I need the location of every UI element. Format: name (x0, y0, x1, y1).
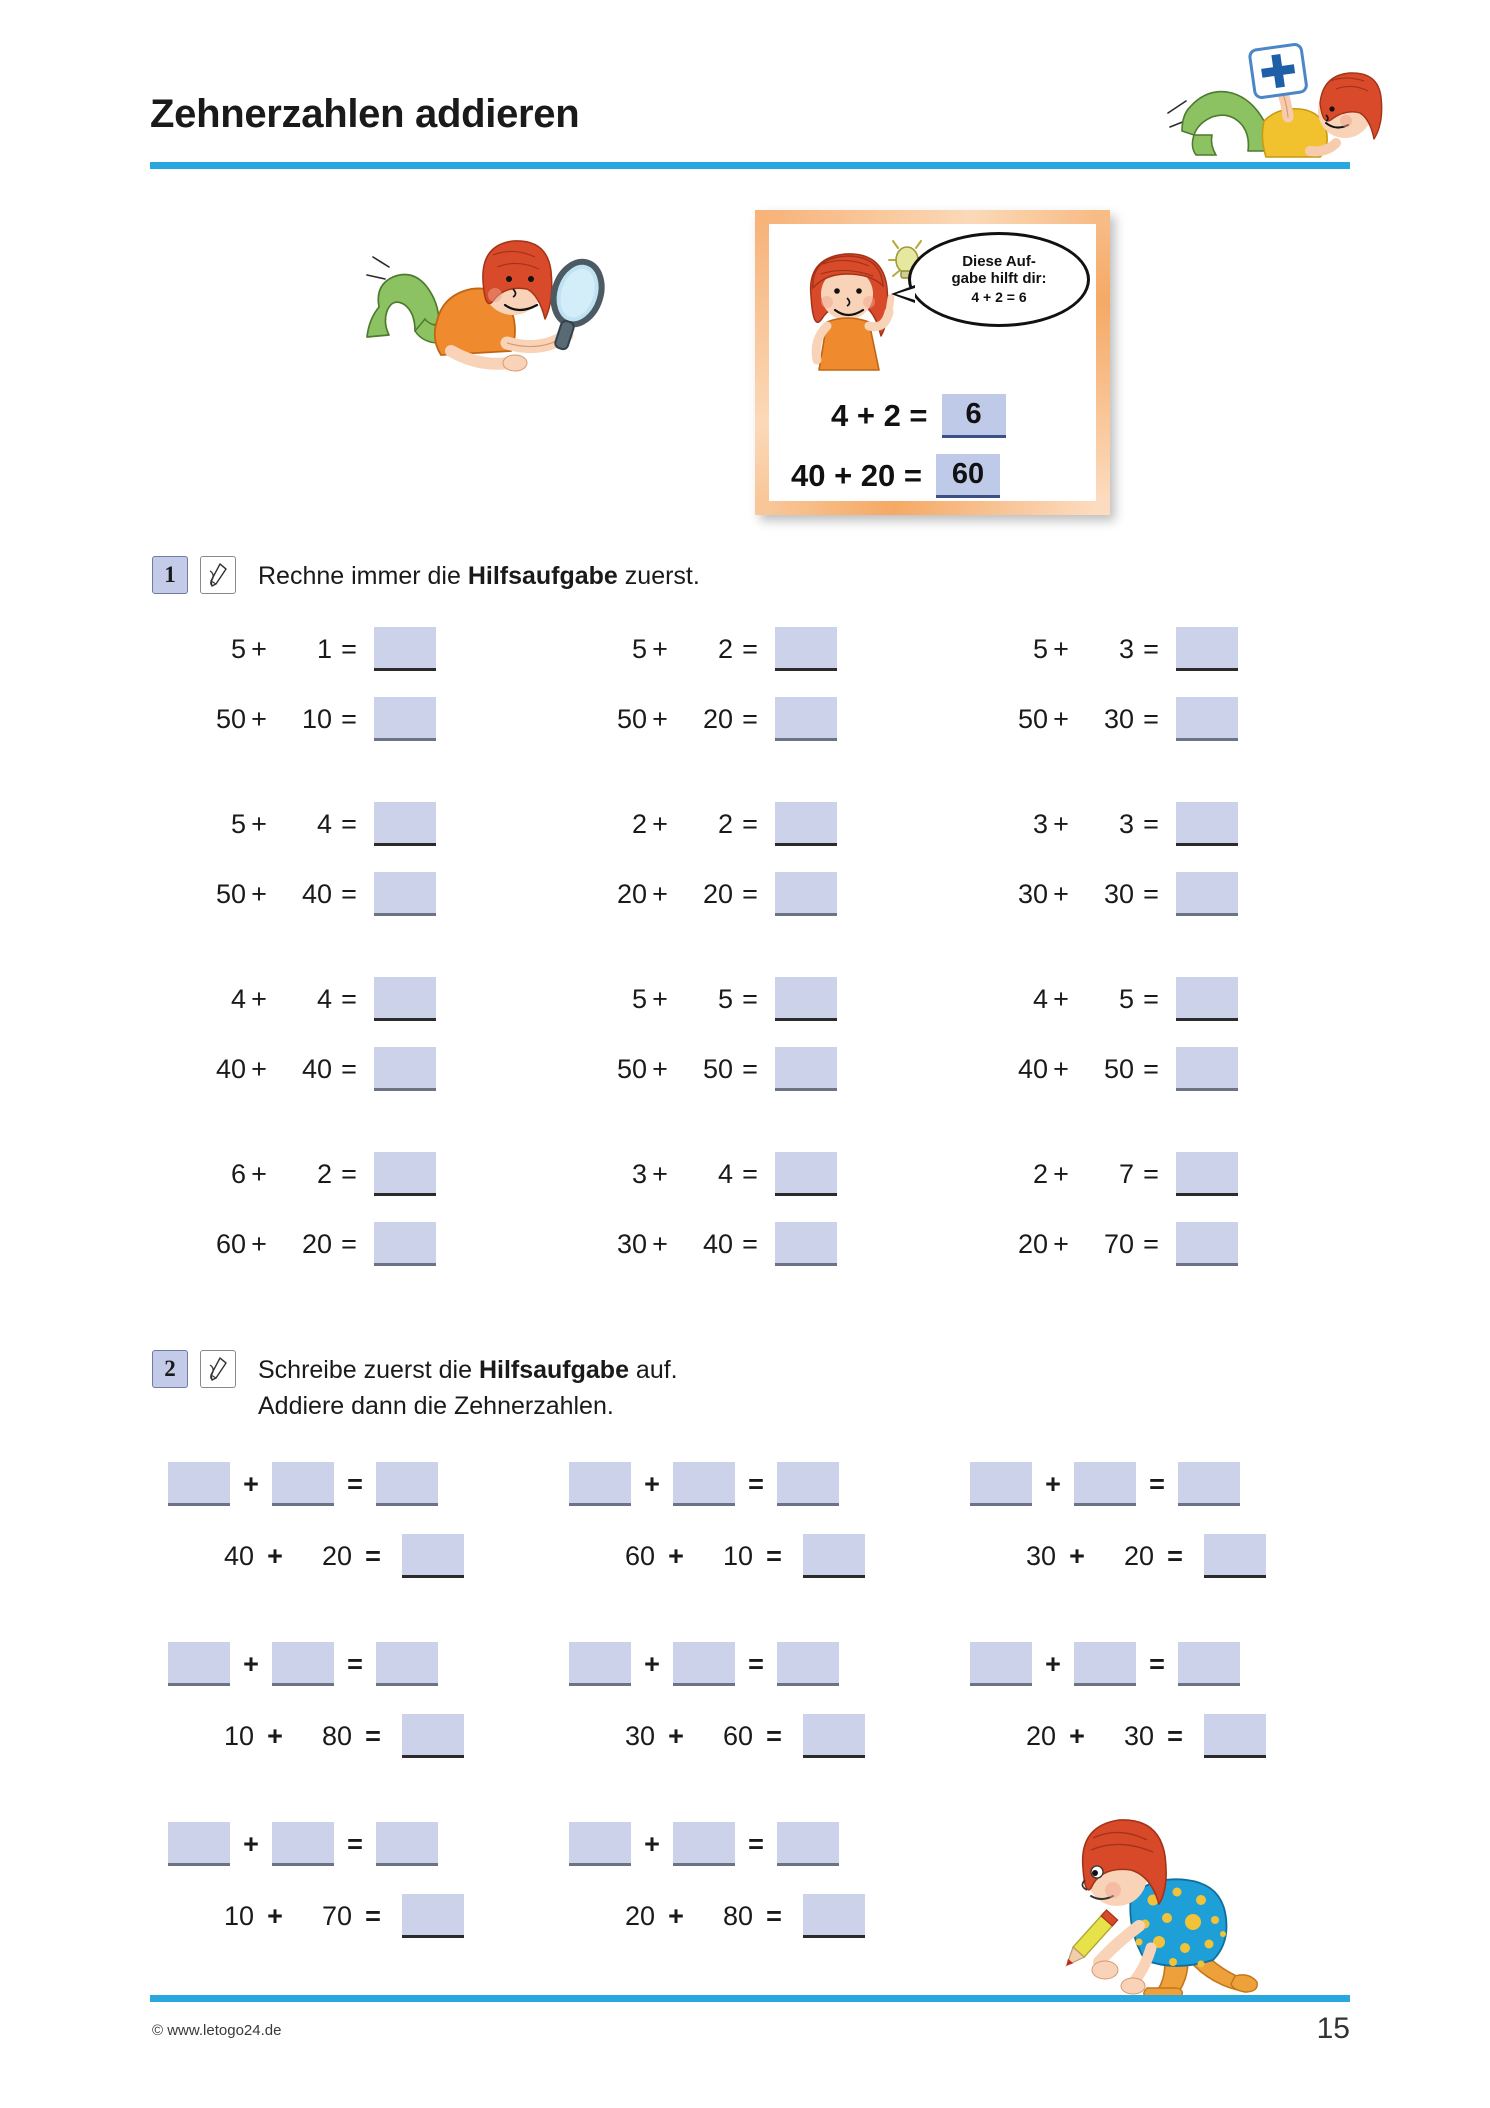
blank-box-b[interactable] (673, 1642, 735, 1686)
main-equation (551, 1215, 952, 1273)
helper-equation (150, 620, 551, 678)
equals-sign: = (748, 1828, 764, 1859)
answer-box[interactable] (402, 1534, 464, 1578)
equals-sign: = (1143, 633, 1159, 664)
answer-box[interactable] (1176, 627, 1238, 671)
main-equation (952, 1040, 1353, 1098)
operand-a: 2 (1032, 1158, 1048, 1189)
operand-b: 4 (316, 983, 332, 1014)
answer-box[interactable] (803, 1894, 865, 1938)
equals-sign: = (748, 1648, 764, 1679)
operand-a: 20 (1017, 1228, 1048, 1259)
plus-sign: + (1053, 1158, 1069, 1189)
operand-b: 2 (717, 633, 733, 664)
girl-with-magnifier-illustration (355, 215, 645, 405)
operand-a: 5 (1032, 633, 1048, 664)
equals-sign: = (1143, 878, 1159, 909)
equals-sign: = (341, 808, 357, 839)
plus-sign: + (251, 983, 267, 1014)
plus-sign: + (1053, 808, 1069, 839)
blank-box-b[interactable] (272, 1462, 334, 1506)
example-box (755, 210, 1110, 515)
operand-b: 20 (301, 1228, 332, 1259)
blank-box-a[interactable] (569, 1462, 631, 1506)
plus-sign: + (644, 1468, 660, 1499)
answer-box[interactable] (775, 627, 837, 671)
equals-sign: = (341, 983, 357, 1014)
task-2-instruction: Schreibe zuerst die Hilfsaufgabe auf. Addiere dann die Zehnerzahlen. (258, 1356, 678, 1420)
operand-a: 20 (624, 1900, 655, 1931)
plus-sign: + (251, 1158, 267, 1189)
operand-b: 1 (316, 633, 332, 664)
operand-a: 40 (215, 1053, 246, 1084)
answer-box[interactable] (775, 872, 837, 916)
helper-equation (952, 1145, 1353, 1203)
answer-box[interactable] (1176, 1152, 1238, 1196)
plus-sign: + (251, 703, 267, 734)
operand-b: 30 (1123, 1720, 1154, 1751)
plus-sign: + (251, 633, 267, 664)
plus-sign: + (652, 878, 668, 909)
exercise-row (150, 1455, 1355, 1635)
exercise-cell (952, 1455, 1353, 1635)
equals-sign: = (365, 1540, 381, 1571)
operand-a: 50 (215, 878, 246, 909)
equals-sign: = (1149, 1648, 1165, 1679)
equals-sign: = (341, 878, 357, 909)
blank-box-result[interactable] (376, 1642, 438, 1686)
pencil-icon (200, 1350, 236, 1388)
equals-sign: = (742, 878, 758, 909)
equals-sign: = (742, 1158, 758, 1189)
exercise-cell (150, 1455, 551, 1635)
answer-box[interactable] (775, 697, 837, 741)
task-1-instruction: Rechne immer die Hilfsaufgabe zuerst. (258, 562, 700, 590)
bubble-tail (891, 285, 915, 303)
blank-box-result[interactable] (1178, 1462, 1240, 1506)
plus-sign: + (243, 1828, 259, 1859)
page-number: 15 (1316, 2012, 1350, 2045)
plus-sign: + (1053, 703, 1069, 734)
main-equation (150, 690, 551, 748)
plus-sign: + (267, 1900, 283, 1931)
exercise-row (150, 620, 1355, 795)
helper-equation (551, 1145, 952, 1203)
blank-box-result[interactable] (777, 1642, 839, 1686)
equals-sign: = (742, 703, 758, 734)
plus-sign: + (668, 1900, 684, 1931)
equals-sign: = (1143, 983, 1159, 1014)
operand-b: 2 (717, 808, 733, 839)
blank-box-b[interactable] (673, 1822, 735, 1866)
example-equation-row (831, 394, 1006, 438)
equals-sign: = (1143, 1158, 1159, 1189)
helper-equation (150, 970, 551, 1028)
operand-a: 5 (230, 808, 246, 839)
answer-box[interactable] (803, 1714, 865, 1758)
example-expression: 4 + 2 = (831, 398, 928, 433)
plus-sign: + (1045, 1468, 1061, 1499)
helper-equation (952, 620, 1353, 678)
answer-box[interactable] (803, 1534, 865, 1578)
helper-equation-blank (150, 1815, 551, 1873)
plus-sign: + (1045, 1648, 1061, 1679)
equals-sign: = (1143, 1228, 1159, 1259)
task-number-badge: 1 (152, 556, 188, 594)
blank-box-result[interactable] (376, 1462, 438, 1506)
helper-equation-blank (952, 1635, 1353, 1693)
helper-equation (150, 1145, 551, 1203)
operand-a: 40 (1017, 1053, 1048, 1084)
equals-sign: = (341, 633, 357, 664)
operand-b: 50 (1103, 1053, 1134, 1084)
blank-box-a[interactable] (569, 1642, 631, 1686)
task-1-exercises (150, 620, 1355, 1320)
equals-sign: = (341, 1053, 357, 1084)
operand-b: 80 (321, 1720, 352, 1751)
operand-b: 10 (722, 1540, 753, 1571)
helper-equation-blank (150, 1455, 551, 1513)
main-equation (551, 1527, 952, 1585)
operand-a: 30 (1017, 878, 1048, 909)
helper-equation (952, 795, 1353, 853)
main-equation (952, 1215, 1353, 1273)
blank-box-result[interactable] (1178, 1642, 1240, 1686)
equals-sign: = (742, 808, 758, 839)
blank-box-b[interactable] (673, 1462, 735, 1506)
plus-sign: + (652, 703, 668, 734)
helper-equation-blank (551, 1455, 952, 1513)
exercise-cell (551, 620, 952, 795)
main-equation (952, 1527, 1353, 1585)
main-equation (150, 1527, 551, 1585)
operand-b: 40 (301, 878, 332, 909)
equals-sign: = (341, 1228, 357, 1259)
blank-box-b[interactable] (1074, 1642, 1136, 1686)
blank-box-a[interactable] (168, 1642, 230, 1686)
operand-b: 30 (1103, 878, 1134, 909)
blank-box-b[interactable] (272, 1822, 334, 1866)
operand-b: 40 (301, 1053, 332, 1084)
equals-sign: = (748, 1468, 764, 1499)
main-equation (150, 1040, 551, 1098)
operand-b: 5 (717, 983, 733, 1014)
equals-sign: = (766, 1720, 782, 1751)
plus-sign: + (652, 983, 668, 1014)
answer-box[interactable] (1176, 697, 1238, 741)
exercise-cell (551, 1815, 952, 1995)
main-equation (551, 690, 952, 748)
plus-sign: + (267, 1720, 283, 1751)
plus-sign: + (1053, 633, 1069, 664)
answer-box[interactable] (1176, 802, 1238, 846)
main-equation (551, 1707, 952, 1765)
operand-a: 60 (624, 1540, 655, 1571)
equals-sign: = (742, 633, 758, 664)
answer-box[interactable] (1176, 1047, 1238, 1091)
plus-sign: + (1053, 878, 1069, 909)
exercise-cell (551, 1635, 952, 1815)
equals-sign: = (766, 1900, 782, 1931)
exercise-cell (150, 970, 551, 1145)
hint-speech-bubble (908, 232, 1090, 327)
equals-sign: = (365, 1900, 381, 1931)
equals-sign: = (742, 983, 758, 1014)
helper-equation-blank (551, 1815, 952, 1873)
answer-box[interactable] (775, 802, 837, 846)
pencil-icon (200, 556, 236, 594)
operand-b: 70 (1103, 1228, 1134, 1259)
child-with-pencil-illustration (1035, 1800, 1325, 2000)
example-expression: 40 + 20 = (791, 458, 923, 493)
operand-a: 3 (631, 1158, 647, 1189)
answer-box[interactable] (775, 1222, 837, 1266)
helper-equation (150, 795, 551, 853)
main-equation (150, 1887, 551, 1945)
exercise-cell (952, 620, 1353, 795)
operand-a: 50 (616, 1053, 647, 1084)
plus-sign: + (1069, 1540, 1085, 1571)
main-equation (551, 865, 952, 923)
operand-a: 60 (215, 1228, 246, 1259)
operand-a: 10 (223, 1900, 254, 1931)
exercise-cell (551, 970, 952, 1145)
main-equation (150, 865, 551, 923)
plus-sign: + (652, 633, 668, 664)
equals-sign: = (347, 1468, 363, 1499)
answer-box[interactable] (1176, 977, 1238, 1021)
equals-sign: = (347, 1648, 363, 1679)
blank-box-a[interactable] (970, 1642, 1032, 1686)
equals-sign: = (1143, 1053, 1159, 1084)
plus-sign: + (251, 878, 267, 909)
operand-b: 70 (321, 1900, 352, 1931)
exercise-cell (551, 1145, 952, 1320)
bubble-line-1: Diese Auf- (962, 252, 1036, 270)
answer-box[interactable] (374, 977, 436, 1021)
main-equation (952, 1707, 1353, 1765)
example-result-box: 60 (936, 454, 1000, 498)
answer-box[interactable] (374, 872, 436, 916)
operand-b: 4 (316, 808, 332, 839)
plus-sign: + (1053, 983, 1069, 1014)
main-equation (551, 1887, 952, 1945)
operand-b: 7 (1118, 1158, 1134, 1189)
operand-a: 10 (223, 1720, 254, 1751)
answer-box[interactable] (1204, 1714, 1266, 1758)
plus-sign: + (652, 1158, 668, 1189)
exercise-cell (150, 1635, 551, 1815)
exercise-cell (551, 1455, 952, 1635)
answer-box[interactable] (374, 697, 436, 741)
plus-sign: + (251, 1228, 267, 1259)
exercise-row (150, 795, 1355, 970)
operand-b: 40 (702, 1228, 733, 1259)
operand-a: 50 (1017, 703, 1048, 734)
helper-equation-blank (952, 1455, 1353, 1513)
operand-a: 4 (1032, 983, 1048, 1014)
plus-sign: + (251, 1053, 267, 1084)
equals-sign: = (1149, 1468, 1165, 1499)
blank-box-a[interactable] (168, 1462, 230, 1506)
blank-box-b[interactable] (1074, 1462, 1136, 1506)
helper-equation (551, 620, 952, 678)
example-equation-row (791, 454, 1000, 498)
answer-box[interactable] (775, 1152, 837, 1196)
plus-sign: + (243, 1468, 259, 1499)
operand-b: 4 (717, 1158, 733, 1189)
task-number-badge: 2 (152, 1350, 188, 1388)
operand-a: 20 (1025, 1720, 1056, 1751)
answer-box[interactable] (775, 1047, 837, 1091)
exercise-row (150, 1635, 1355, 1815)
equals-sign: = (1143, 703, 1159, 734)
blank-box-a[interactable] (168, 1822, 230, 1866)
operand-a: 6 (230, 1158, 246, 1189)
plus-sign: + (652, 808, 668, 839)
operand-b: 60 (722, 1720, 753, 1751)
equals-sign: = (341, 703, 357, 734)
answer-box[interactable] (1204, 1534, 1266, 1578)
main-equation (150, 1215, 551, 1273)
operand-b: 3 (1118, 808, 1134, 839)
operand-b: 20 (702, 703, 733, 734)
plus-sign: + (267, 1540, 283, 1571)
equals-sign: = (347, 1828, 363, 1859)
operand-a: 30 (624, 1720, 655, 1751)
exercise-row (150, 970, 1355, 1145)
plus-sign: + (251, 808, 267, 839)
equals-sign: = (742, 1228, 758, 1259)
plus-sign: + (652, 1053, 668, 1084)
answer-box[interactable] (402, 1894, 464, 1938)
operand-a: 30 (616, 1228, 647, 1259)
plus-sign: + (668, 1540, 684, 1571)
exercise-cell (150, 1815, 551, 1995)
operand-b: 80 (722, 1900, 753, 1931)
answer-box[interactable] (374, 802, 436, 846)
operand-a: 50 (616, 703, 647, 734)
helper-equation (551, 795, 952, 853)
task-2-header (152, 1350, 678, 1424)
exercise-cell (952, 970, 1353, 1145)
helper-equation-blank (551, 1635, 952, 1693)
main-equation (952, 865, 1353, 923)
operand-b: 20 (321, 1540, 352, 1571)
equals-sign: = (341, 1158, 357, 1189)
answer-box[interactable] (402, 1714, 464, 1758)
bubble-line-3: 4 + 2 = 6 (971, 289, 1027, 306)
example-result-box: 6 (942, 394, 1006, 438)
blank-box-result[interactable] (376, 1822, 438, 1866)
operand-b: 30 (1103, 703, 1134, 734)
answer-box[interactable] (374, 627, 436, 671)
exercise-row (150, 1145, 1355, 1320)
plus-sign: + (1069, 1720, 1085, 1751)
blank-box-result[interactable] (777, 1822, 839, 1866)
answer-box[interactable] (374, 1047, 436, 1091)
copyright-notice: © www.letogo24.de (152, 2022, 282, 2039)
girl-with-plus-sign-illustration (1160, 35, 1390, 165)
operand-a: 2 (631, 808, 647, 839)
page-title: Zehnerzahlen addieren (150, 92, 580, 136)
operand-b: 5 (1118, 983, 1134, 1014)
exercise-cell (952, 1635, 1353, 1815)
equals-sign: = (1143, 808, 1159, 839)
operand-b: 20 (1123, 1540, 1154, 1571)
exercise-cell (150, 1145, 551, 1320)
operand-a: 40 (223, 1540, 254, 1571)
operand-b: 20 (702, 878, 733, 909)
operand-b: 10 (301, 703, 332, 734)
operand-a: 5 (230, 633, 246, 664)
answer-box[interactable] (374, 1152, 436, 1196)
operand-a: 3 (1032, 808, 1048, 839)
equals-sign: = (1167, 1720, 1183, 1751)
operand-a: 4 (230, 983, 246, 1014)
blank-box-b[interactable] (272, 1642, 334, 1686)
plus-sign: + (668, 1720, 684, 1751)
operand-a: 30 (1025, 1540, 1056, 1571)
exercise-cell (150, 795, 551, 970)
helper-equation (551, 970, 952, 1028)
operand-b: 50 (702, 1053, 733, 1084)
helper-equation (952, 970, 1353, 1028)
plus-sign: + (1053, 1053, 1069, 1084)
bubble-line-2: gabe hilft dir: (951, 269, 1047, 287)
plus-sign: + (652, 1228, 668, 1259)
operand-a: 5 (631, 633, 647, 664)
main-equation (952, 690, 1353, 748)
exercise-cell (150, 620, 551, 795)
main-equation (150, 1707, 551, 1765)
operand-a: 50 (215, 703, 246, 734)
plus-sign: + (243, 1648, 259, 1679)
answer-box[interactable] (1176, 1222, 1238, 1266)
exercise-cell (952, 795, 1353, 970)
main-equation (551, 1040, 952, 1098)
exercise-cell (952, 1145, 1353, 1320)
girl-pointing-illustration (797, 244, 907, 374)
equals-sign: = (365, 1720, 381, 1751)
answer-box[interactable] (1176, 872, 1238, 916)
equals-sign: = (742, 1053, 758, 1084)
plus-sign: + (644, 1828, 660, 1859)
footer-divider (150, 1995, 1350, 2002)
operand-b: 3 (1118, 633, 1134, 664)
equals-sign: = (766, 1540, 782, 1571)
operand-a: 5 (631, 983, 647, 1014)
helper-equation-blank (150, 1635, 551, 1693)
operand-b: 2 (316, 1158, 332, 1189)
equals-sign: = (1167, 1540, 1183, 1571)
blank-box-result[interactable] (777, 1462, 839, 1506)
answer-box[interactable] (775, 977, 837, 1021)
exercise-cell (551, 795, 952, 970)
blank-box-a[interactable] (569, 1822, 631, 1866)
task-1-header (152, 556, 700, 595)
blank-box-a[interactable] (970, 1462, 1032, 1506)
plus-sign: + (644, 1648, 660, 1679)
answer-box[interactable] (374, 1222, 436, 1266)
operand-a: 20 (616, 878, 647, 909)
plus-sign: + (1053, 1228, 1069, 1259)
